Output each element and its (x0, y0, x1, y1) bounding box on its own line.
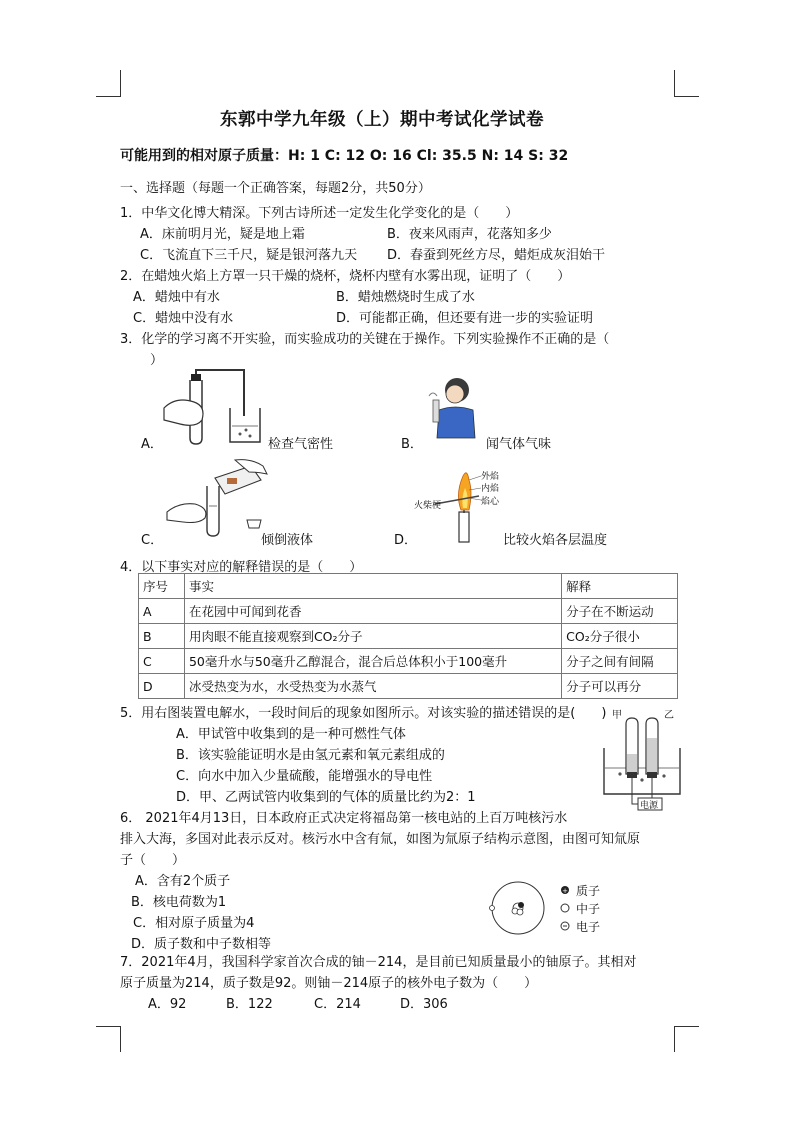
table-header-cell: 序号 (139, 574, 185, 599)
crop-mark (674, 70, 675, 96)
q6-option-b: B．核电荷数为1 (131, 895, 227, 910)
q1-stem: 1．中华文化博大精深。下列古诗所述一定发生化学变化的是（ ） (120, 206, 519, 221)
q7-option-a: A．92 (148, 997, 187, 1012)
page-title: 东郭中学九年级（上）期中考试化学试卷 (220, 110, 544, 130)
tube-label-yi: 乙 (664, 710, 674, 721)
neutron-legend-icon (560, 903, 570, 913)
table-cell: B (139, 624, 185, 649)
smell-gas-illustration (425, 376, 485, 446)
proton-legend-icon (560, 885, 570, 895)
q5-stem: 5．用右图装置电解水，一段时间后的现象如图所示。对该实验的描述错误的是( ) (120, 706, 607, 721)
q5-option-a: A．甲试管中收集到的是一种可燃性气体 (176, 727, 406, 742)
tube-label-jia: 甲 (612, 710, 622, 721)
q5-option-d: D．甲、乙两试管内收集到的气体的质量比约为2：1 (176, 790, 476, 805)
q6-option-d: D．质子数和中子数相等 (131, 937, 272, 952)
q6-line1: 6． 2021年4月13日，日本政府正式决定将福岛第一核电站的上百万吨核污水 (120, 811, 568, 826)
q3-option-b-letter: B． (401, 437, 423, 452)
table-row (139, 674, 678, 699)
q3-option-a-letter: A． (141, 437, 163, 452)
table-cell: 50毫升水与50毫升乙醇混合，混合后总体积小于100毫升 (184, 649, 561, 674)
crop-mark (674, 96, 699, 97)
q3-option-c-label: 倾倒液体 (261, 533, 314, 548)
q5-option-c: C．向水中加入少量硫酸，能增强水的导电性 (176, 769, 433, 784)
table-header-cell: 事实 (184, 574, 561, 599)
q3-option-d-letter: D． (394, 533, 418, 548)
q1-option-a: A．床前明月光，疑是地上霜 (140, 227, 305, 242)
match-stick-label: 火柴梗 (414, 501, 442, 511)
table-cell: D (139, 674, 185, 699)
crop-mark (120, 1026, 121, 1052)
tritium-atom-diagram (490, 878, 550, 938)
q2-stem: 2．在蜡烛火焰上方罩一只干燥的烧杯，烧杯内壁有水雾出现，证明了（ ） (120, 269, 571, 284)
atomic-masses: 可能用到的相对原子质量：H: 1 C: 12 O: 16 Cl: 35.5 N: 14 S: 32 (120, 148, 569, 164)
crop-mark (674, 1026, 699, 1027)
q7-line2: 原子质量为214，质子数是92。则铀－214原子的核外电子数为（ ） (120, 976, 538, 991)
flame-core-label: 焰心 (481, 497, 500, 507)
q3-stem-end: ） (150, 353, 164, 368)
svg-text:+: + (562, 887, 568, 895)
q1-option-d: D．春蚕到死丝方尽，蜡炬成灰泪始干 (387, 248, 606, 263)
q7-option-c: C．214 (314, 997, 361, 1012)
crop-mark (120, 70, 121, 96)
q7-line1: 7．2021年4月，我国科学家首次合成的铀－214，是目前已知质量最小的铀原子。其相对 (120, 955, 637, 970)
q5-option-b: B．该实验能证明水是由氢元素和氧元素组成的 (176, 748, 445, 763)
table-cell: 在花园中可闻到花香 (184, 599, 561, 624)
table-row (139, 624, 678, 649)
q4-stem: 4．以下事实对应的解释错误的是（ ） (120, 560, 363, 575)
table-header-cell: 解释 (562, 574, 678, 599)
q4-table (138, 573, 678, 699)
q1-option-c: C．飞流直下三千尺，疑是银河落九天 (140, 248, 358, 263)
table-row (139, 649, 678, 674)
legend-electron: 电子 (576, 920, 601, 934)
q1-option-b: B．夜来风雨声，花落知多少 (387, 227, 552, 242)
table-cell: 分子可以再分 (562, 674, 678, 699)
crop-mark (96, 96, 121, 97)
table-cell: 冰受热变为水，水受热变为水蒸气 (184, 674, 561, 699)
q6-line2: 排入大海，多国对此表示反对。核污水中含有氚，如图为氚原子结构示意图，由图可知氚原 (120, 832, 641, 847)
q3-stem: 3．化学的学习离不开实验，而实验成功的关键在于操作。下列实验操作不正确的是（ (120, 332, 610, 347)
airtightness-check-illustration (160, 368, 280, 448)
legend-proton: 质子 (576, 884, 601, 898)
flame-outer-label: 外焰 (481, 472, 500, 482)
q2-option-d: D．可能都正确，但还要有进一步的实验证明 (336, 311, 594, 326)
table-cell: C (139, 649, 185, 674)
q7-option-b: B．122 (226, 997, 273, 1012)
flame-inner-label: 内焰 (481, 484, 500, 494)
legend-neutron: 中子 (576, 902, 601, 916)
q2-option-b: B．蜡烛燃烧时生成了水 (336, 290, 475, 305)
q7-option-d: D．306 (400, 997, 448, 1012)
table-cell: 用肉眼不能直接观察到CO₂分子 (184, 624, 561, 649)
q6-option-c: C．相对原子质量为4 (133, 916, 255, 931)
table-cell: 分子之间有间隔 (562, 649, 678, 674)
crop-mark (96, 1026, 121, 1027)
pour-liquid-illustration (165, 458, 275, 538)
q3-option-b-label: 闻气体气味 (486, 437, 552, 452)
table-cell: CO₂分子很小 (562, 624, 678, 649)
q2-option-c: C．蜡烛中没有水 (133, 311, 234, 326)
q3-option-d-label: 比较火焰各层温度 (503, 533, 608, 548)
q3-option-c-letter: C． (141, 533, 164, 548)
table-cell: 分子在不断运动 (562, 599, 678, 624)
section-heading: 一、选择题（每题一个正确答案，每题2分，共50分） (120, 181, 431, 196)
q6-option-a: A．含有2个质子 (135, 874, 231, 889)
power-source-label: 电源 (640, 801, 659, 811)
q2-option-a: A．蜡烛中有水 (133, 290, 220, 305)
table-row (139, 599, 678, 624)
crop-mark (674, 1026, 675, 1052)
q6-line3: 子（ ） (120, 853, 186, 868)
electron-legend-icon (560, 921, 570, 931)
table-cell: A (139, 599, 185, 624)
table-header-row (139, 574, 678, 599)
q3-option-a-label: 检查气密性 (268, 437, 334, 452)
